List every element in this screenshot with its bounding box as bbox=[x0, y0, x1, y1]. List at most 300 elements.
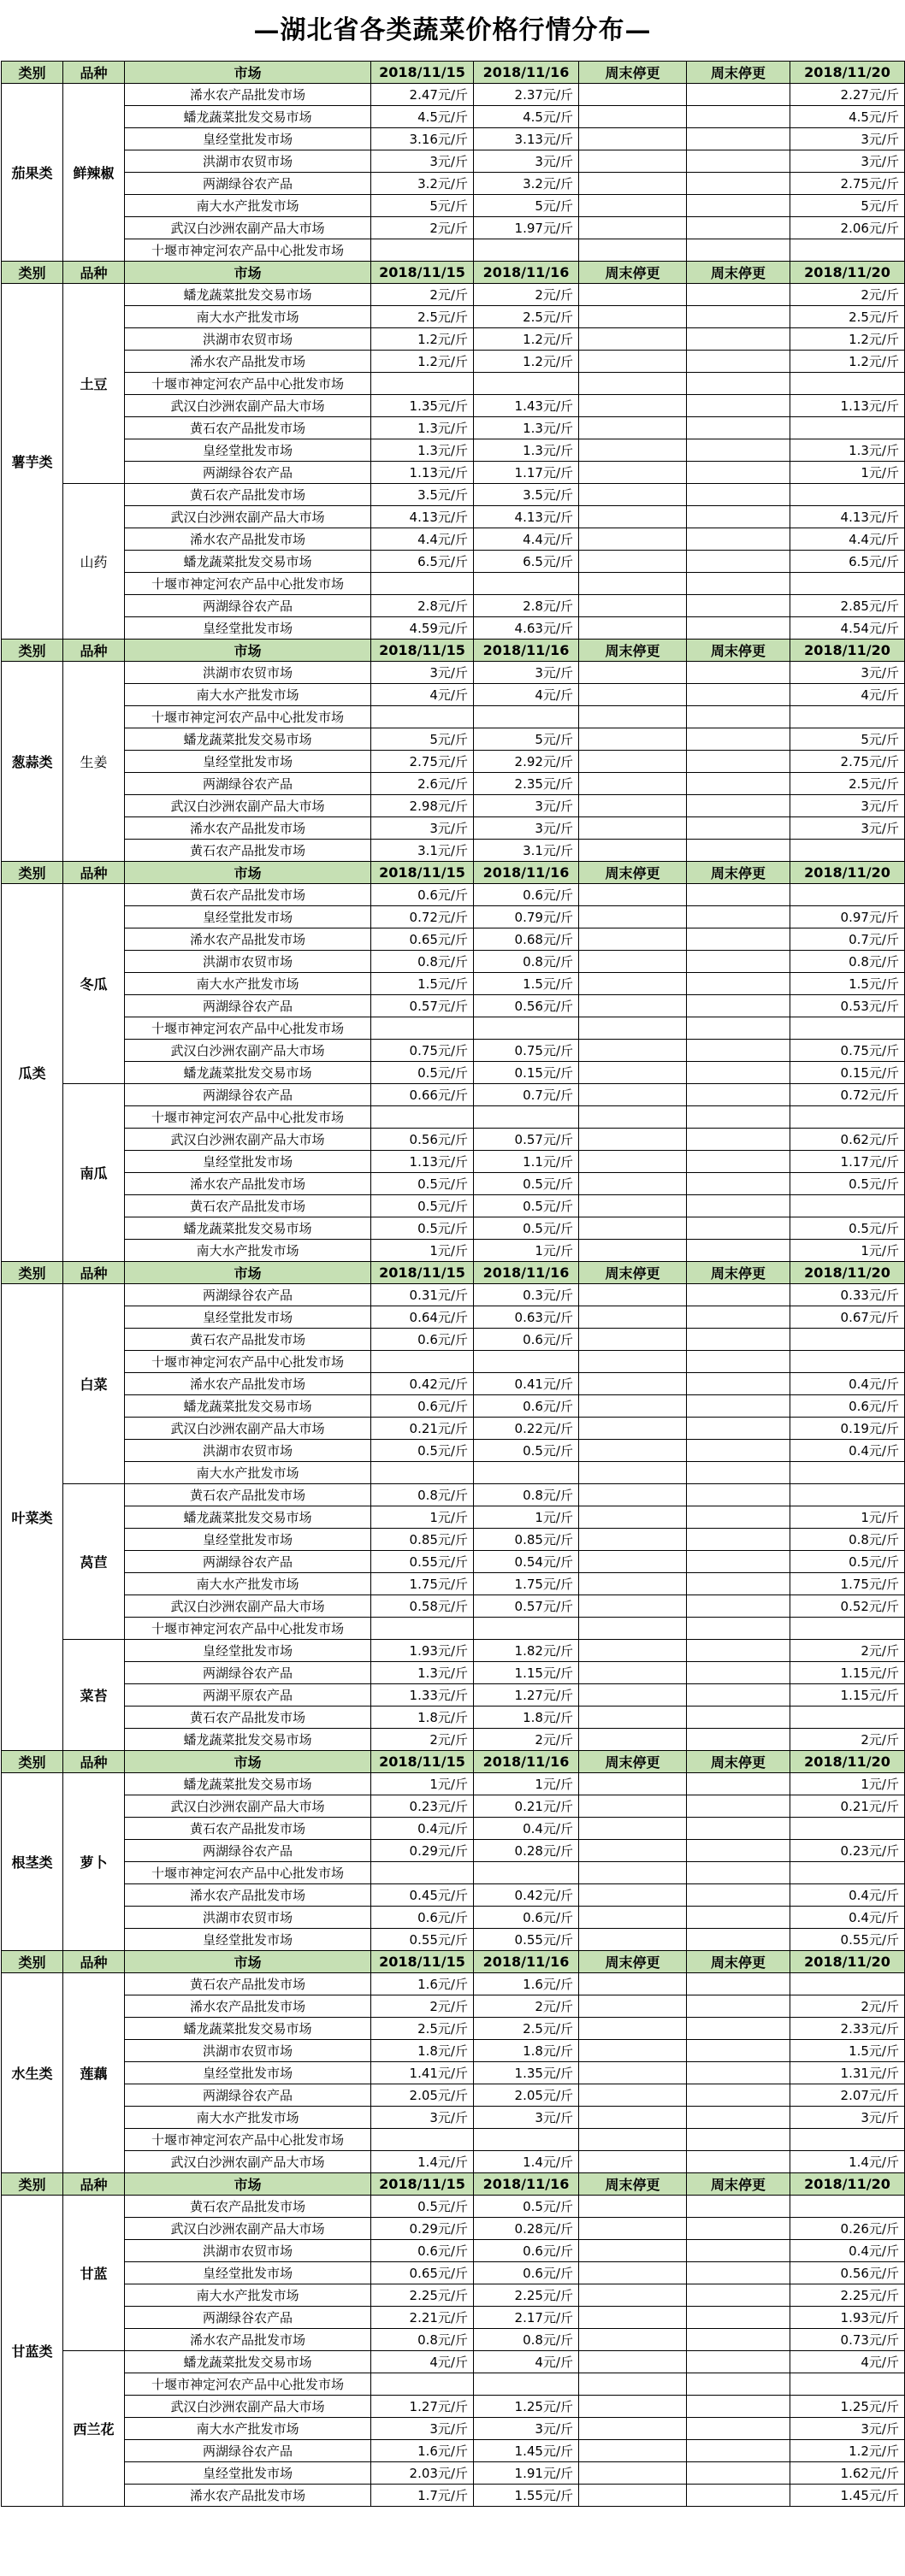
price-1116-cell: 0.6元/斤 bbox=[474, 1329, 579, 1351]
table-row bbox=[2, 1373, 905, 1395]
price-1115-cell: 3元/斤 bbox=[371, 2107, 474, 2129]
price-1115-cell: 1.33元/斤 bbox=[371, 1684, 474, 1707]
table-row bbox=[2, 706, 905, 728]
price-1116-cell: 2.5元/斤 bbox=[474, 306, 579, 328]
market-cell: 十堰市神定河农产品中心批发市场 bbox=[125, 1106, 371, 1129]
price-1115-cell: 1.27元/斤 bbox=[371, 2396, 474, 2418]
header-weekend-2: 周末停更 bbox=[687, 2173, 790, 2196]
price-1120-cell: 4.13元/斤 bbox=[790, 506, 905, 528]
price-1116-cell: 1.5元/斤 bbox=[474, 973, 579, 995]
weekend-empty-cell bbox=[687, 2373, 790, 2396]
price-1120-cell bbox=[790, 840, 905, 862]
price-1116-cell: 1.45元/斤 bbox=[474, 2440, 579, 2462]
price-1115-cell: 4元/斤 bbox=[371, 2351, 474, 2373]
market-cell: 十堰市神定河农产品中心批发市场 bbox=[125, 706, 371, 728]
weekend-empty-cell bbox=[687, 1129, 790, 1151]
weekend-empty-cell bbox=[687, 2485, 790, 2507]
header-weekend-1: 周末停更 bbox=[579, 262, 687, 284]
table-row bbox=[2, 2129, 905, 2151]
price-1116-cell: 0.75元/斤 bbox=[474, 1040, 579, 1062]
weekend-empty-cell bbox=[579, 2351, 687, 2373]
weekend-empty-cell bbox=[687, 284, 790, 306]
market-cell: 黄石农产品批发市场 bbox=[125, 1484, 371, 1506]
price-1120-cell: 1.13元/斤 bbox=[790, 395, 905, 417]
price-1116-cell: 3元/斤 bbox=[474, 2418, 579, 2440]
table-row bbox=[2, 995, 905, 1017]
price-1116-cell: 1.25元/斤 bbox=[474, 2396, 579, 2418]
market-cell: 两湖绿谷农产品 bbox=[125, 2084, 371, 2107]
price-1120-cell: 0.8元/斤 bbox=[790, 951, 905, 973]
market-cell: 浠水农产品批发市场 bbox=[125, 1373, 371, 1395]
weekend-empty-cell bbox=[687, 106, 790, 128]
price-1116-cell: 1.8元/斤 bbox=[474, 1707, 579, 1729]
weekend-empty-cell bbox=[687, 1329, 790, 1351]
table-row bbox=[2, 1640, 905, 1662]
price-1116-cell bbox=[474, 573, 579, 595]
price-1116-cell: 0.3元/斤 bbox=[474, 1284, 579, 1306]
market-cell: 皇经堂批发市场 bbox=[125, 128, 371, 150]
table-row bbox=[2, 2418, 905, 2440]
price-1115-cell: 2元/斤 bbox=[371, 1995, 474, 2018]
market-cell: 浠水农产品批发市场 bbox=[125, 2329, 371, 2351]
price-1115-cell: 1.13元/斤 bbox=[371, 462, 474, 484]
price-1116-cell bbox=[474, 706, 579, 728]
section-header-row bbox=[2, 62, 905, 84]
price-1120-cell bbox=[790, 2196, 905, 2218]
variety-cell: 菜苔 bbox=[63, 1640, 125, 1751]
header-market: 市场 bbox=[125, 1262, 371, 1284]
market-cell: 蟠龙蔬菜批发交易市场 bbox=[125, 728, 371, 751]
price-1115-cell: 0.85元/斤 bbox=[371, 1529, 474, 1551]
weekend-empty-cell bbox=[579, 1217, 687, 1240]
weekend-empty-cell bbox=[579, 2396, 687, 2418]
price-1120-cell bbox=[790, 2373, 905, 2396]
table-row bbox=[2, 1618, 905, 1640]
table-row bbox=[2, 84, 905, 106]
price-1115-cell: 2.47元/斤 bbox=[371, 84, 474, 106]
weekend-empty-cell bbox=[579, 1884, 687, 1907]
table-row bbox=[2, 928, 905, 951]
weekend-empty-cell bbox=[687, 973, 790, 995]
market-cell: 皇经堂批发市场 bbox=[125, 1640, 371, 1662]
weekend-empty-cell bbox=[579, 1907, 687, 1929]
market-cell: 皇经堂批发市场 bbox=[125, 617, 371, 640]
table-row bbox=[2, 2351, 905, 2373]
market-cell: 南大水产批发市场 bbox=[125, 2418, 371, 2440]
weekend-empty-cell bbox=[579, 484, 687, 506]
weekend-empty-cell bbox=[687, 1729, 790, 1751]
table-row bbox=[2, 2240, 905, 2262]
weekend-empty-cell bbox=[579, 2218, 687, 2240]
weekend-empty-cell bbox=[687, 1395, 790, 1418]
price-1115-cell: 3.1元/斤 bbox=[371, 840, 474, 862]
market-cell: 十堰市神定河农产品中心批发市场 bbox=[125, 1017, 371, 1040]
table-row bbox=[2, 462, 905, 484]
price-1116-cell: 0.6元/斤 bbox=[474, 884, 579, 906]
weekend-empty-cell bbox=[687, 840, 790, 862]
header-date-1116: 2018/11/16 bbox=[474, 1751, 579, 1773]
header-date-1116: 2018/11/16 bbox=[474, 262, 579, 284]
price-1116-cell: 4.5元/斤 bbox=[474, 106, 579, 128]
market-cell: 黄石农产品批发市场 bbox=[125, 417, 371, 439]
price-1115-cell: 0.72元/斤 bbox=[371, 906, 474, 928]
market-cell: 两湖绿谷农产品 bbox=[125, 1084, 371, 1106]
price-1116-cell: 0.42元/斤 bbox=[474, 1884, 579, 1907]
market-cell: 南大水产批发市场 bbox=[125, 973, 371, 995]
market-cell: 浠水农产品批发市场 bbox=[125, 351, 371, 373]
header-date-1120: 2018/11/20 bbox=[790, 1262, 905, 1284]
price-1116-cell: 0.41元/斤 bbox=[474, 1373, 579, 1395]
price-1115-cell: 2元/斤 bbox=[371, 217, 474, 239]
market-cell: 蟠龙蔬菜批发交易市场 bbox=[125, 1506, 371, 1529]
weekend-empty-cell bbox=[579, 2373, 687, 2396]
market-cell: 黄石农产品批发市场 bbox=[125, 2196, 371, 2218]
table-row bbox=[2, 417, 905, 439]
price-1116-cell: 1.15元/斤 bbox=[474, 1662, 579, 1684]
weekend-empty-cell bbox=[579, 1795, 687, 1818]
price-1115-cell bbox=[371, 706, 474, 728]
weekend-empty-cell bbox=[687, 573, 790, 595]
weekend-empty-cell bbox=[579, 284, 687, 306]
weekend-empty-cell bbox=[687, 2240, 790, 2262]
table-row bbox=[2, 906, 905, 928]
price-1115-cell: 6.5元/斤 bbox=[371, 551, 474, 573]
table-row bbox=[2, 1329, 905, 1351]
price-1115-cell: 0.55元/斤 bbox=[371, 1929, 474, 1951]
price-1115-cell: 2.21元/斤 bbox=[371, 2307, 474, 2329]
market-cell: 武汉白沙洲农副产品大市场 bbox=[125, 2396, 371, 2418]
market-cell: 南大水产批发市场 bbox=[125, 2284, 371, 2307]
price-1115-cell: 0.5元/斤 bbox=[371, 1217, 474, 1240]
market-cell: 十堰市神定河农产品中心批发市场 bbox=[125, 2129, 371, 2151]
market-cell: 皇经堂批发市场 bbox=[125, 751, 371, 773]
price-1116-cell bbox=[474, 1017, 579, 1040]
market-cell: 浠水农产品批发市场 bbox=[125, 817, 371, 840]
weekend-empty-cell bbox=[579, 417, 687, 439]
market-cell: 蟠龙蔬菜批发交易市场 bbox=[125, 1395, 371, 1418]
table-row bbox=[2, 573, 905, 595]
header-weekend-2: 周末停更 bbox=[687, 62, 790, 84]
section-header-row bbox=[2, 862, 905, 884]
weekend-empty-cell bbox=[687, 1973, 790, 1995]
market-cell: 洪湖市农贸市场 bbox=[125, 2040, 371, 2062]
table-row bbox=[2, 1040, 905, 1062]
price-1120-cell: 1.15元/斤 bbox=[790, 1662, 905, 1684]
weekend-empty-cell bbox=[687, 1907, 790, 1929]
price-1120-cell: 0.5元/斤 bbox=[790, 1173, 905, 1195]
price-1120-cell: 0.67元/斤 bbox=[790, 1306, 905, 1329]
price-1115-cell: 0.6元/斤 bbox=[371, 884, 474, 906]
price-1120-cell: 1.62元/斤 bbox=[790, 2462, 905, 2485]
header-weekend-2: 周末停更 bbox=[687, 1751, 790, 1773]
header-date-1115: 2018/11/15 bbox=[371, 62, 474, 84]
table-row bbox=[2, 395, 905, 417]
table-row bbox=[2, 128, 905, 150]
price-1116-cell: 0.5元/斤 bbox=[474, 1173, 579, 1195]
header-category: 类别 bbox=[2, 862, 63, 884]
price-1116-cell: 0.57元/斤 bbox=[474, 1595, 579, 1618]
price-1120-cell: 2元/斤 bbox=[790, 1729, 905, 1751]
table-row bbox=[2, 817, 905, 840]
price-1120-cell: 0.21元/斤 bbox=[790, 1795, 905, 1818]
weekend-empty-cell bbox=[579, 1529, 687, 1551]
header-date-1116: 2018/11/16 bbox=[474, 640, 579, 662]
price-1120-cell bbox=[790, 417, 905, 439]
price-1120-cell bbox=[790, 884, 905, 906]
market-cell: 武汉白沙洲农副产品大市场 bbox=[125, 1418, 371, 1440]
price-1120-cell: 1.17元/斤 bbox=[790, 1151, 905, 1173]
weekend-empty-cell bbox=[579, 2107, 687, 2129]
price-1120-cell: 1.31元/斤 bbox=[790, 2062, 905, 2084]
market-cell: 南大水产批发市场 bbox=[125, 1240, 371, 1262]
weekend-empty-cell bbox=[687, 195, 790, 217]
weekend-empty-cell bbox=[579, 928, 687, 951]
header-date-1115: 2018/11/15 bbox=[371, 2173, 474, 2196]
price-1120-cell: 1.2元/斤 bbox=[790, 351, 905, 373]
weekend-empty-cell bbox=[687, 1151, 790, 1173]
weekend-empty-cell bbox=[579, 1240, 687, 1262]
header-date-1115: 2018/11/15 bbox=[371, 1262, 474, 1284]
table-row bbox=[2, 306, 905, 328]
table-row bbox=[2, 2151, 905, 2173]
weekend-empty-cell bbox=[687, 528, 790, 551]
price-1116-cell: 1.91元/斤 bbox=[474, 2462, 579, 2485]
price-1120-cell: 2.5元/斤 bbox=[790, 306, 905, 328]
header-weekend-1: 周末停更 bbox=[579, 62, 687, 84]
table-row bbox=[2, 106, 905, 128]
price-1120-cell bbox=[790, 484, 905, 506]
weekend-empty-cell bbox=[687, 928, 790, 951]
header-variety: 品种 bbox=[63, 1951, 125, 1973]
price-1115-cell: 0.6元/斤 bbox=[371, 2240, 474, 2262]
weekend-empty-cell bbox=[579, 1773, 687, 1795]
price-1120-cell: 1.45元/斤 bbox=[790, 2485, 905, 2507]
price-1120-cell: 0.73元/斤 bbox=[790, 2329, 905, 2351]
header-date-1116: 2018/11/16 bbox=[474, 862, 579, 884]
weekend-empty-cell bbox=[579, 751, 687, 773]
market-cell: 蟠龙蔬菜批发交易市场 bbox=[125, 551, 371, 573]
price-1116-cell bbox=[474, 2129, 579, 2151]
weekend-empty-cell bbox=[579, 595, 687, 617]
category-cell: 甘蓝类 bbox=[2, 2196, 63, 2507]
price-1116-cell: 1.6元/斤 bbox=[474, 1973, 579, 1995]
market-cell: 蟠龙蔬菜批发交易市场 bbox=[125, 1729, 371, 1751]
table-row bbox=[2, 1818, 905, 1840]
price-1116-cell bbox=[474, 239, 579, 262]
market-cell: 南大水产批发市场 bbox=[125, 1573, 371, 1595]
weekend-empty-cell bbox=[687, 684, 790, 706]
weekend-empty-cell bbox=[687, 617, 790, 640]
price-1120-cell bbox=[790, 373, 905, 395]
price-1120-cell bbox=[790, 1106, 905, 1129]
weekend-empty-cell bbox=[687, 1173, 790, 1195]
weekend-empty-cell bbox=[687, 395, 790, 417]
market-cell: 浠水农产品批发市场 bbox=[125, 928, 371, 951]
weekend-empty-cell bbox=[579, 1151, 687, 1173]
price-1116-cell: 0.4元/斤 bbox=[474, 1818, 579, 1840]
price-1115-cell bbox=[371, 1017, 474, 1040]
weekend-empty-cell bbox=[687, 1929, 790, 1951]
weekend-empty-cell bbox=[687, 2129, 790, 2151]
price-1115-cell: 0.58元/斤 bbox=[371, 1595, 474, 1618]
table-row bbox=[2, 751, 905, 773]
price-1120-cell: 1.3元/斤 bbox=[790, 439, 905, 462]
weekend-empty-cell bbox=[579, 728, 687, 751]
price-1116-cell: 1.2元/斤 bbox=[474, 351, 579, 373]
table-row bbox=[2, 1084, 905, 1106]
table-row bbox=[2, 728, 905, 751]
price-1115-cell: 5元/斤 bbox=[371, 195, 474, 217]
weekend-empty-cell bbox=[687, 150, 790, 173]
table-row bbox=[2, 973, 905, 995]
price-1116-cell: 4元/斤 bbox=[474, 2351, 579, 2373]
weekend-empty-cell bbox=[579, 1106, 687, 1129]
price-1115-cell: 1.6元/斤 bbox=[371, 2440, 474, 2462]
weekend-empty-cell bbox=[687, 1240, 790, 1262]
table-row bbox=[2, 1306, 905, 1329]
header-date-1120: 2018/11/20 bbox=[790, 262, 905, 284]
table-row bbox=[2, 1995, 905, 2018]
variety-cell: 土豆 bbox=[63, 284, 125, 484]
table-row bbox=[2, 1884, 905, 1907]
price-1115-cell: 4.5元/斤 bbox=[371, 106, 474, 128]
header-weekend-2: 周末停更 bbox=[687, 1262, 790, 1284]
market-cell: 十堰市神定河农产品中心批发市场 bbox=[125, 1618, 371, 1640]
table-row bbox=[2, 284, 905, 306]
price-1120-cell: 0.72元/斤 bbox=[790, 1084, 905, 1106]
header-variety: 品种 bbox=[63, 1262, 125, 1284]
price-1116-cell: 0.8元/斤 bbox=[474, 1484, 579, 1506]
header-market: 市场 bbox=[125, 262, 371, 284]
price-1120-cell bbox=[790, 1618, 905, 1640]
price-1116-cell: 0.15元/斤 bbox=[474, 1062, 579, 1084]
table-row bbox=[2, 173, 905, 195]
table-row bbox=[2, 1862, 905, 1884]
weekend-empty-cell bbox=[687, 1551, 790, 1573]
price-1120-cell: 2.75元/斤 bbox=[790, 751, 905, 773]
price-1116-cell: 2.37元/斤 bbox=[474, 84, 579, 106]
weekend-empty-cell bbox=[579, 2485, 687, 2507]
price-1116-cell: 1.35元/斤 bbox=[474, 2062, 579, 2084]
weekend-empty-cell bbox=[579, 439, 687, 462]
market-cell: 洪湖市农贸市场 bbox=[125, 951, 371, 973]
price-1115-cell: 0.21元/斤 bbox=[371, 1418, 474, 1440]
table-row bbox=[2, 328, 905, 351]
market-cell: 两湖绿谷农产品 bbox=[125, 595, 371, 617]
price-1120-cell: 0.19元/斤 bbox=[790, 1418, 905, 1440]
price-1120-cell: 0.15元/斤 bbox=[790, 1062, 905, 1084]
price-1115-cell bbox=[371, 2129, 474, 2151]
price-1120-cell: 0.52元/斤 bbox=[790, 1595, 905, 1618]
price-1115-cell bbox=[371, 1351, 474, 1373]
price-1115-cell bbox=[371, 1462, 474, 1484]
price-1120-cell: 4元/斤 bbox=[790, 2351, 905, 2373]
header-weekend-2: 周末停更 bbox=[687, 262, 790, 284]
weekend-empty-cell bbox=[687, 2284, 790, 2307]
price-1115-cell: 1.2元/斤 bbox=[371, 328, 474, 351]
header-weekend-1: 周末停更 bbox=[579, 1951, 687, 1973]
market-cell: 南大水产批发市场 bbox=[125, 684, 371, 706]
weekend-empty-cell bbox=[579, 906, 687, 928]
weekend-empty-cell bbox=[579, 573, 687, 595]
section-header-row bbox=[2, 1951, 905, 1973]
weekend-empty-cell bbox=[687, 1707, 790, 1729]
weekend-empty-cell bbox=[687, 484, 790, 506]
weekend-empty-cell bbox=[579, 328, 687, 351]
weekend-empty-cell bbox=[579, 373, 687, 395]
weekend-empty-cell bbox=[687, 884, 790, 906]
weekend-empty-cell bbox=[687, 1062, 790, 1084]
category-cell: 茄果类 bbox=[2, 84, 63, 262]
weekend-empty-cell bbox=[579, 1973, 687, 1995]
table-row bbox=[2, 1062, 905, 1084]
weekend-empty-cell bbox=[579, 2062, 687, 2084]
weekend-empty-cell bbox=[687, 2440, 790, 2462]
price-1120-cell: 2.25元/斤 bbox=[790, 2284, 905, 2307]
price-1115-cell: 0.5元/斤 bbox=[371, 1440, 474, 1462]
weekend-empty-cell bbox=[687, 2107, 790, 2129]
price-1116-cell bbox=[474, 1106, 579, 1129]
price-1115-cell: 2.05元/斤 bbox=[371, 2084, 474, 2107]
category-cell: 水生类 bbox=[2, 1973, 63, 2173]
header-date-1120: 2018/11/20 bbox=[790, 862, 905, 884]
price-1115-cell: 1.3元/斤 bbox=[371, 417, 474, 439]
market-cell: 黄石农产品批发市场 bbox=[125, 484, 371, 506]
table-row bbox=[2, 662, 905, 684]
market-cell: 武汉白沙洲农副产品大市场 bbox=[125, 1595, 371, 1618]
header-weekend-2: 周末停更 bbox=[687, 1951, 790, 1973]
weekend-empty-cell bbox=[579, 1418, 687, 1440]
table-row bbox=[2, 1106, 905, 1129]
header-variety: 品种 bbox=[63, 862, 125, 884]
table-row bbox=[2, 1462, 905, 1484]
price-1116-cell: 1.1元/斤 bbox=[474, 1151, 579, 1173]
weekend-empty-cell bbox=[579, 395, 687, 417]
section-header-row bbox=[2, 1262, 905, 1284]
weekend-empty-cell bbox=[579, 1551, 687, 1573]
price-1115-cell: 0.65元/斤 bbox=[371, 2262, 474, 2284]
price-1116-cell: 2.92元/斤 bbox=[474, 751, 579, 773]
price-1120-cell: 2.06元/斤 bbox=[790, 217, 905, 239]
weekend-empty-cell bbox=[687, 1306, 790, 1329]
header-date-1115: 2018/11/15 bbox=[371, 640, 474, 662]
header-category: 类别 bbox=[2, 1751, 63, 1773]
price-1120-cell: 0.4元/斤 bbox=[790, 1884, 905, 1907]
category-cell: 葱蒜类 bbox=[2, 662, 63, 862]
weekend-empty-cell bbox=[579, 173, 687, 195]
price-1120-cell: 1.5元/斤 bbox=[790, 2040, 905, 2062]
header-variety: 品种 bbox=[63, 1751, 125, 1773]
table-row bbox=[2, 1840, 905, 1862]
weekend-empty-cell bbox=[579, 1840, 687, 1862]
price-1116-cell: 0.56元/斤 bbox=[474, 995, 579, 1017]
weekend-empty-cell bbox=[687, 706, 790, 728]
weekend-empty-cell bbox=[687, 306, 790, 328]
weekend-empty-cell bbox=[579, 239, 687, 262]
market-cell: 蟠龙蔬菜批发交易市场 bbox=[125, 2351, 371, 2373]
weekend-empty-cell bbox=[687, 462, 790, 484]
weekend-empty-cell bbox=[687, 2462, 790, 2485]
price-1120-cell: 1.4元/斤 bbox=[790, 2151, 905, 2173]
price-1115-cell: 0.5元/斤 bbox=[371, 1062, 474, 1084]
price-1116-cell: 3元/斤 bbox=[474, 817, 579, 840]
weekend-empty-cell bbox=[687, 351, 790, 373]
price-1120-cell bbox=[790, 1329, 905, 1351]
weekend-empty-cell bbox=[579, 1084, 687, 1106]
weekend-empty-cell bbox=[687, 2151, 790, 2173]
table-row bbox=[2, 1506, 905, 1529]
price-1120-cell: 2.33元/斤 bbox=[790, 2018, 905, 2040]
